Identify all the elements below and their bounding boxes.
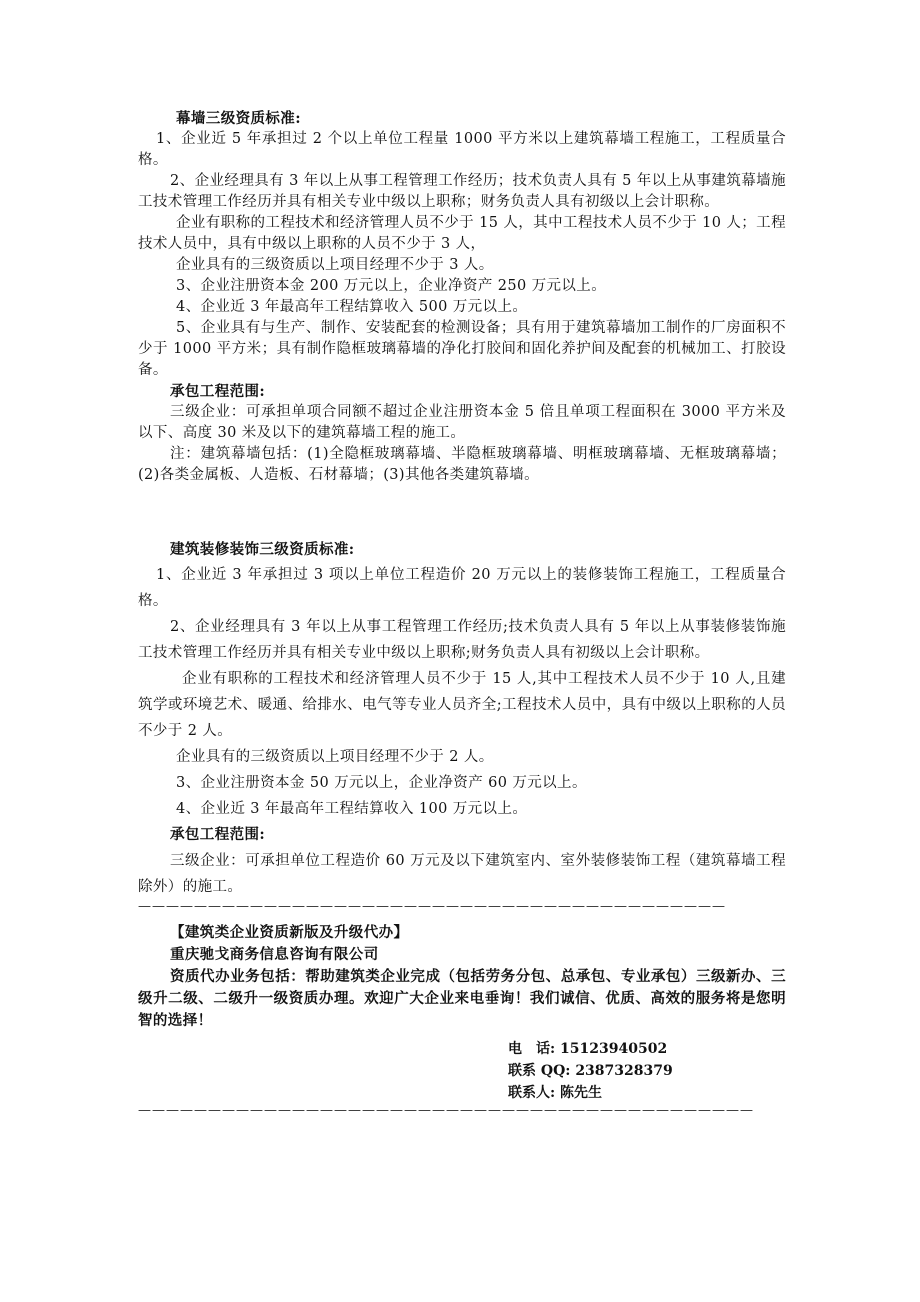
decoration-managers: 企业具有的三级资质以上项目经理不少于 2 人。 — [176, 749, 494, 765]
ad-business: 资质代办业务包括：帮助建筑类企业完成（包括劳务分包、总承包、专业承包）三级新办、三级升二级、二级升一级资质办理。欢迎广大企业来电垂询！我们诚信、优质、高效的服务将是您明智的选择！ — [138, 968, 786, 1029]
curtain-wall-managers: 企业具有的三级资质以上项目经理不少于 3 人。 — [176, 257, 494, 273]
contact-qq-row — [508, 1060, 786, 1082]
qq-label: 联系 QQ: — [508, 1063, 571, 1079]
ad-company: 重庆驰戈商务信息咨询有限公司 — [170, 946, 379, 963]
decoration-section — [138, 538, 786, 900]
contact-person-row — [508, 1082, 786, 1104]
curtain-wall-item-1: 1、企业近 5 年承担过 2 个以上单位工程量 1000 平方米以上建筑幕墙工程施工，工程质量合格。 — [138, 131, 786, 168]
curtain-wall-scope: 三级企业：可承担单项合同额不超过企业注册资本金 5 倍且单项工程面积在 3000 平方米及以下、高度 30 米及以下的建筑幕墙工程的施工。 — [138, 404, 786, 441]
curtain-wall-item-3: 3、企业注册资本金 200 万元以上，企业净资产 250 万元以上。 — [176, 278, 607, 294]
curtain-wall-scope-title: 承包工程范围: — [170, 383, 266, 400]
decoration-item-4: 4、企业近 3 年最高年工程结算收入 100 万元以上。 — [176, 801, 528, 817]
decoration-title: 建筑装修装饰三级资质标准: — [170, 541, 355, 558]
contact-person-name: 陈先生 — [560, 1085, 603, 1101]
decoration-item-3: 3、企业注册资本金 50 万元以上，企业净资产 60 万元以上。 — [176, 775, 587, 791]
document-page — [138, 108, 786, 1118]
decoration-staff: 企业有职称的工程技术和经济管理人员不少于 15 人,其中工程技术人员不少于 10 人,且建筑学或环境艺术、暖通、给排水、电气等专业人员齐全;工程技术人员中，具有中级以上职称的人员不少于 2 人。 — [138, 671, 786, 739]
decoration-scope: 三级企业：可承担单位工程造价 60 万元及以下建筑室内、室外装修装饰工程（建筑幕墙工程除外）的施工。 — [138, 853, 786, 895]
phone-number: 15123940502 — [560, 1041, 668, 1057]
curtain-wall-item-2: 2、企业经理具有 3 年以上从事工程管理工作经历；技术负责人具有 5 年以上从事建筑幕墙施工技术管理工作经历并具有相关专业中级以上职称；财务负责人具有初级以上会计职称。 — [138, 173, 786, 210]
agency-ad — [138, 922, 786, 1104]
phone-label: 电 话: — [508, 1041, 556, 1057]
ad-headline: 【建筑类企业资质新版及升级代办】 — [170, 924, 409, 941]
curtain-wall-item-5: 5、企业具有与生产、制作、安装配套的检测设备；具有用于建筑幕墙加工制作的厂房面积不少于 1000 平方米；具有制作隐框玻璃幕墙的净化打胶间和固化养护间及配套的机械加工、打胶设备。 — [138, 320, 786, 378]
decoration-item-2: 2、企业经理具有 3 年以上从事工程管理工作经历;技术负责人具有 5 年以上从事装修装饰施工技术管理工作经历并具有相关专业中级以上职称;财务负责人具有初级以上会计职称。 — [138, 619, 786, 661]
curtain-wall-title: 幕墙三级资质标准: — [176, 110, 301, 127]
bottom-divider: ———————————————————————————————————————————— — [138, 1104, 754, 1118]
curtain-wall-section — [138, 108, 786, 486]
curtain-wall-item-4: 4、企业近 3 年最高年工程结算收入 500 万元以上。 — [176, 299, 528, 315]
decoration-item-1: 1、企业近 3 年承担过 3 项以上单位工程造价 20 万元以上的装修装饰工程施工，工程质量合格。 — [138, 567, 786, 609]
section-divider: —————————————————————————————————————————— — [138, 900, 726, 914]
curtain-wall-staff: 企业有职称的工程技术和经济管理人员不少于 15 人，其中工程技术人员不少于 10 人；工程技术人员中，具有中级以上职称的人员不少于 3 人， — [138, 215, 786, 252]
decoration-scope-title: 承包工程范围: — [170, 826, 266, 843]
qq-number: 2387328379 — [575, 1063, 673, 1079]
curtain-wall-note: 注：建筑幕墙包括：(1)全隐框玻璃幕墙、半隐框玻璃幕墙、明框玻璃幕墙、无框玻璃幕墙；(2)各类金属板、人造板、石材幕墙；(3)其他各类建筑幕墙。 — [138, 446, 786, 483]
contact-person-label: 联系人: — [508, 1085, 556, 1101]
contact-phone-row — [508, 1038, 786, 1060]
